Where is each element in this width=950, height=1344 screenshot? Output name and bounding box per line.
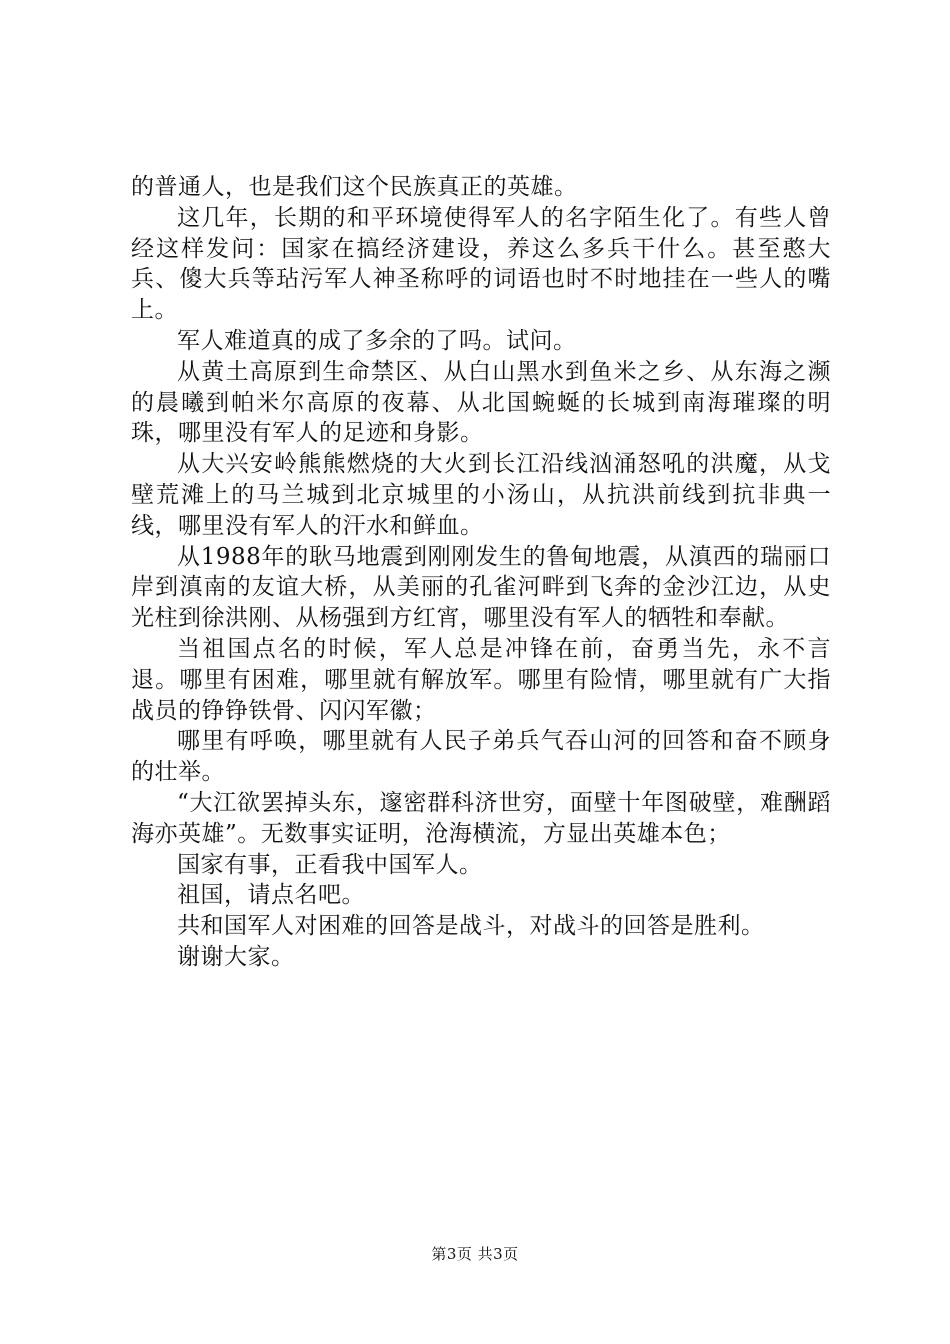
paragraph-5: 从大兴安岭熊熊燃烧的大火到长江沿线汹涌怒吼的洪魔，从戈壁荒滩上的马兰城到北京城里的小汤山，从抗洪前线到抗非典一线，哪里没有军人的汗水和鲜血。 [131,451,831,539]
body-text [131,172,831,973]
paragraph-8: 哪里有呼唤，哪里就有人民子弟兵气吞山河的回答和奋不顾身的壮举。 [131,728,831,786]
page-footer: 第3页 共3页 [431,1245,519,1263]
paragraph-9: “大江欲罢掉头东，邃密群科济世穷，面壁十年图破壁，难酬蹈海亦英雄”。无数事实证明，沧海横流，方显出英雄本色； [131,789,831,847]
paragraph-7: 当祖国点名的时候，军人总是冲锋在前，奋勇当先，永不言退。哪里有困难，哪里就有解放军。哪里有险情，哪里就有广大指战员的铮铮铁骨、闪闪军徽； [131,635,831,724]
paragraph-2: 这几年，长期的和平环境使得军人的名字陌生化了。有些人曾经这样发问：国家在搞经济建设，养这么多兵干什么。甚至憨大兵、傻大兵等玷污军人神圣称呼的词语也时不时地挂在一些人的嘴上。 [131,204,831,324]
paragraph-3: 军人难道真的成了多余的了吗。试问。 [177,327,577,354]
paragraph-4: 从黄土高原到生命禁区、从白山黑水到鱼米之乡、从东海之濒的晨曦到帕米尔高原的夜幕、从北国蜿蜒的长城到南海璀璨的明珠，哪里没有军人的足迹和身影。 [131,358,831,447]
paragraph-11: 祖国，请点名吧。 [177,882,365,909]
paragraph-13: 谢谢大家。 [177,943,295,970]
paragraph-12: 共和国军人对困难的回答是战斗，对战斗的回答是胜利。 [177,913,765,940]
paragraph-10: 国家有事，正看我中国军人。 [177,851,483,878]
paragraph-1: 的普通人，也是我们这个民族真正的英雄。 [131,174,578,200]
paragraph-6: 从1988年的耿马地震到刚刚发生的鲁甸地震，从滇西的瑞丽口岸到滇南的友谊大桥，从美丽的孔雀河畔到飞奔的金沙江边，从史光柱到徐洪刚、从杨强到方红宵，哪里没有军人的牺牲和奉献。 [131,543,831,632]
